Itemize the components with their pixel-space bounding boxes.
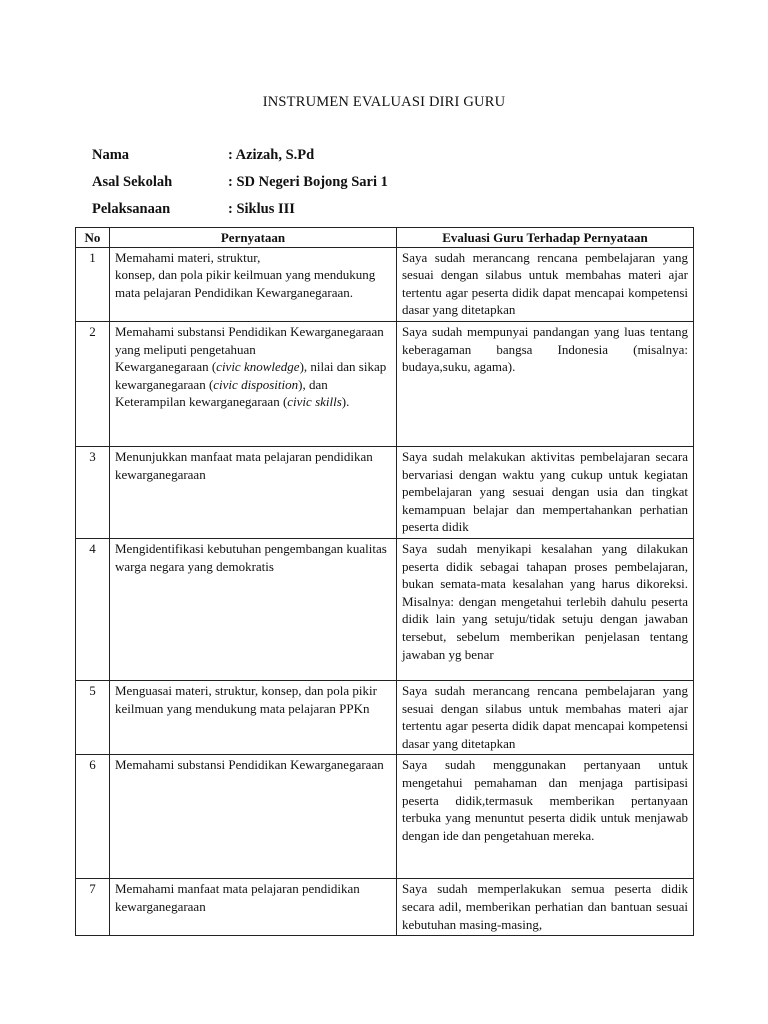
meta-label: Pelaksanaan xyxy=(92,201,171,217)
table-header-row xyxy=(76,228,694,248)
meta-value: : SD Negeri Bojong Sari 1 xyxy=(228,174,388,190)
statement-text: ). xyxy=(341,394,350,410)
row-statement: Memahami manfaat mata pelajaran pendidikan kewarganegaraan xyxy=(110,879,397,936)
table-row xyxy=(76,755,694,879)
row-statement: Mengidentifikasi kebutuhan pengembangan kualitas warga negara yang demokratis xyxy=(110,538,397,680)
header-no: No xyxy=(76,228,110,248)
statement-text: ), nilai dan sikap kewarganegaraan ( xyxy=(115,359,387,392)
table-row xyxy=(76,879,694,936)
table-row xyxy=(76,247,694,321)
row-statement xyxy=(110,247,397,321)
row-statement xyxy=(110,321,397,446)
row-number: 3 xyxy=(76,446,110,538)
statement-text: ), dan Keterampilan kewarganegaraan ( xyxy=(115,376,328,410)
statement-italic: civic knowledge xyxy=(216,359,300,375)
row-evaluation: Saya sudah melakukan aktivitas pembelajaran secara bervariasi dengan waktu yang cukup untuk kegiatan pembelajaran yang sesuai dengan usia dan tingkat kemampuan belajar dan mempertahankan perhatian peserta didik xyxy=(397,446,694,538)
statement-text: Kewarganegaraan ( xyxy=(115,359,217,375)
row-number: 6 xyxy=(76,755,110,879)
row-number: 7 xyxy=(76,879,110,936)
table-row xyxy=(76,446,694,538)
row-number: 1 xyxy=(76,247,110,321)
row-evaluation: Saya sudah merancang rencana pembelajaran yang sesuai dengan silabus untuk membahas materi ajar tertentu agar peserta didik dapat mencapai kompetensi dasar yang ditetapkan xyxy=(397,247,694,321)
row-statement: Menguasai materi, struktur, konsep, dan pola pikir keilmuan yang mendukung mata pelajaran PPKn xyxy=(110,680,397,754)
document-title: INSTRUMEN EVALUASI DIRI GURU xyxy=(262,94,506,110)
row-evaluation: Saya sudah memperlakukan semua peserta didik secara adil, memberikan perhatian dan bantuan sesuai kebutuhan masing-masing, xyxy=(397,879,694,936)
meta-asal-sekolah xyxy=(92,174,388,191)
row-statement: Memahami substansi Pendidikan Kewarganegaraan xyxy=(110,755,397,879)
row-evaluation: Saya sudah menggunakan pertanyaan untuk mengetahui pemahaman dan menjaga partisipasi peserta didik,termasuk memberikan pertanyaan terbuka yang menuntut peserta didik untuk menjawab dengan ide dan pengetahuan mereka. xyxy=(397,755,694,879)
meta-nama xyxy=(92,147,314,164)
row-evaluation: Saya sudah menyikapi kesalahan yang dilakukan peserta didik sebagai tahapan proses pembelajaran, bukan semata-mata kesalahan yang harus dikoreksi. Misalnya: dengan mengetahui terlebih dahulu peserta didik lain yang setuju/tidak setuju dengan jawaban tersebut, sebelum memberikan penjelasan tentang jawaban yg benar xyxy=(397,538,694,680)
statement-line: Memahami substansi Pendidikan Kewarganegaraan yang meliputi pengetahuan xyxy=(115,323,384,357)
header-statement: Pernyataan xyxy=(110,228,397,248)
statement-italic: civic disposition xyxy=(213,376,299,392)
row-number: 4 xyxy=(76,538,110,680)
row-number: 5 xyxy=(76,680,110,754)
statement-line: Memahami materi, struktur, xyxy=(115,249,261,265)
meta-value: : Siklus III xyxy=(228,201,295,217)
row-evaluation: Saya sudah mempunyai pandangan yang luas tentang keberagaman bangsa Indonesia (misalnya: budaya,suku, agama). xyxy=(397,321,694,446)
meta-value: : Azizah, S.Pd xyxy=(228,147,315,163)
table-row xyxy=(76,321,694,446)
statement-italic: civic skills xyxy=(287,394,342,410)
table-row xyxy=(76,538,694,680)
header-evaluation: Evaluasi Guru Terhadap Pernyataan xyxy=(397,228,694,248)
row-statement: Menunjukkan manfaat mata pelajaran pendidikan kewarganegaraan xyxy=(110,446,397,538)
evaluation-table xyxy=(75,227,694,936)
statement-line: konsep, dan pola pikir keilmuan yang mendukung mata pelajaran Pendidikan Kewarganegaraan. xyxy=(115,267,376,300)
meta-label: Asal Sekolah xyxy=(92,174,173,190)
row-evaluation: Saya sudah merancang rencana pembelajaran yang sesuai dengan silabus untuk membahas materi ajar tertentu agar peserta didik dapat mencapai kompetensi dasar yang ditetapkan xyxy=(397,680,694,754)
row-number: 2 xyxy=(76,321,110,446)
meta-pelaksanaan xyxy=(92,201,295,218)
meta-label: Nama xyxy=(92,147,130,163)
table-row xyxy=(76,680,694,754)
